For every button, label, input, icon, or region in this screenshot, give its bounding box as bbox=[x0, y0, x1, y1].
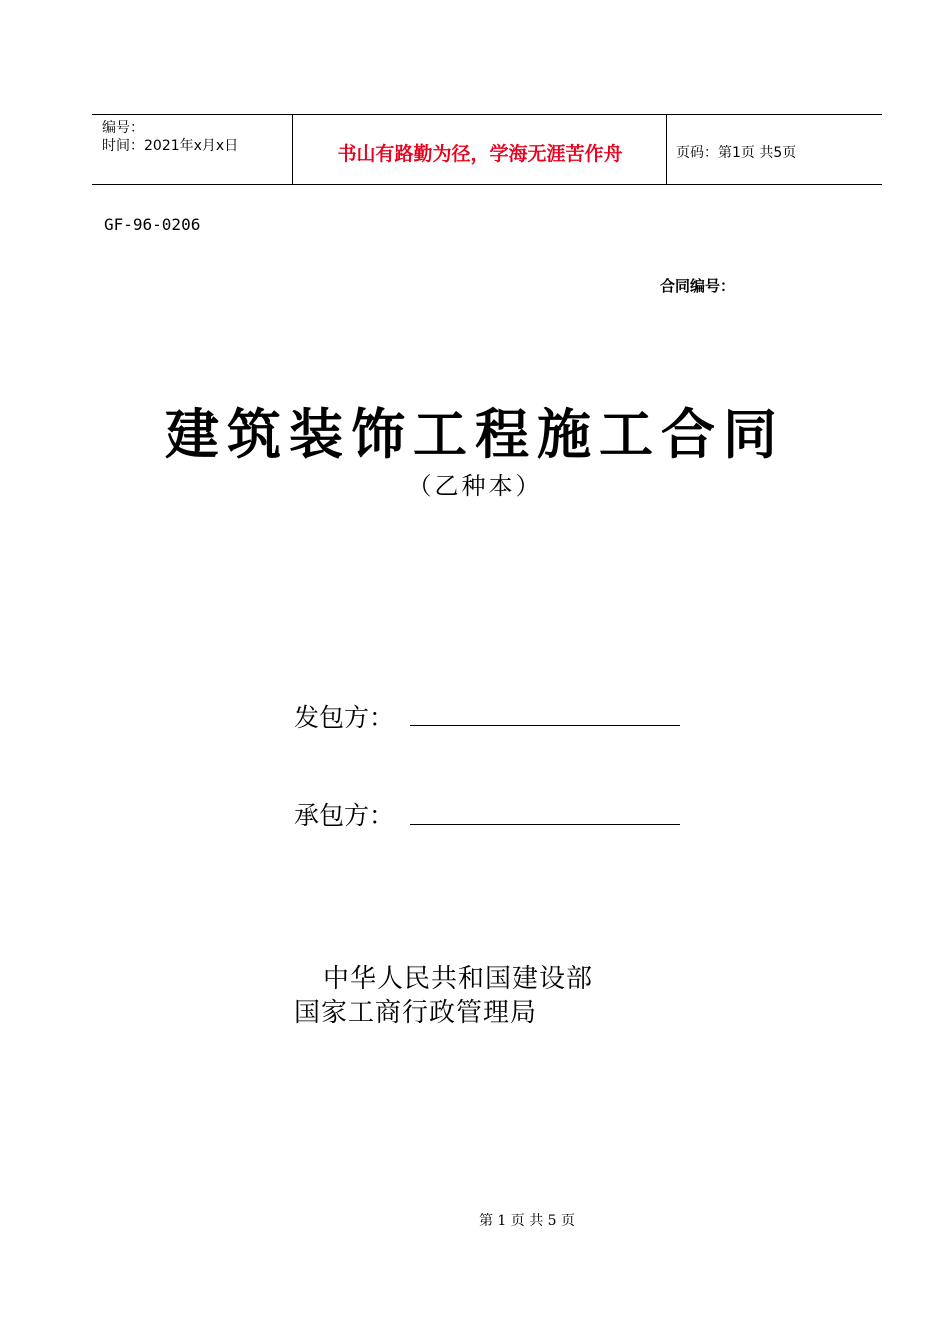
header-page-info: 页码：第1页 共5页 bbox=[676, 145, 797, 161]
header-divider bbox=[666, 115, 667, 184]
number-label: 编号： bbox=[102, 120, 144, 136]
document-code: GF-96-0206 bbox=[104, 215, 201, 234]
header-meta bbox=[102, 119, 238, 155]
header-divider bbox=[292, 115, 293, 184]
footer-page-number: 第 1 页 共 5 页 bbox=[478, 1213, 576, 1229]
contractor-label: 承包方： bbox=[294, 801, 395, 830]
time-label: 时间：2021年x月x日 bbox=[102, 138, 239, 154]
issuer-ministry: 中华人民共和国建设部 bbox=[323, 964, 594, 994]
contract-number-label: 合同编号： bbox=[660, 277, 736, 295]
header-motto: 书山有路勤为径，学海无涯苦作舟 bbox=[337, 143, 623, 165]
contractor-field[interactable] bbox=[410, 824, 680, 825]
page-header bbox=[92, 114, 882, 185]
document-subtitle: （乙种本） bbox=[407, 472, 543, 500]
employer-field[interactable] bbox=[410, 725, 680, 726]
document-title: 建筑装饰工程施工合同 bbox=[165, 402, 785, 466]
issuer-administration: 国家工商行政管理局 bbox=[294, 998, 538, 1028]
employer-label: 发包方： bbox=[294, 703, 395, 732]
